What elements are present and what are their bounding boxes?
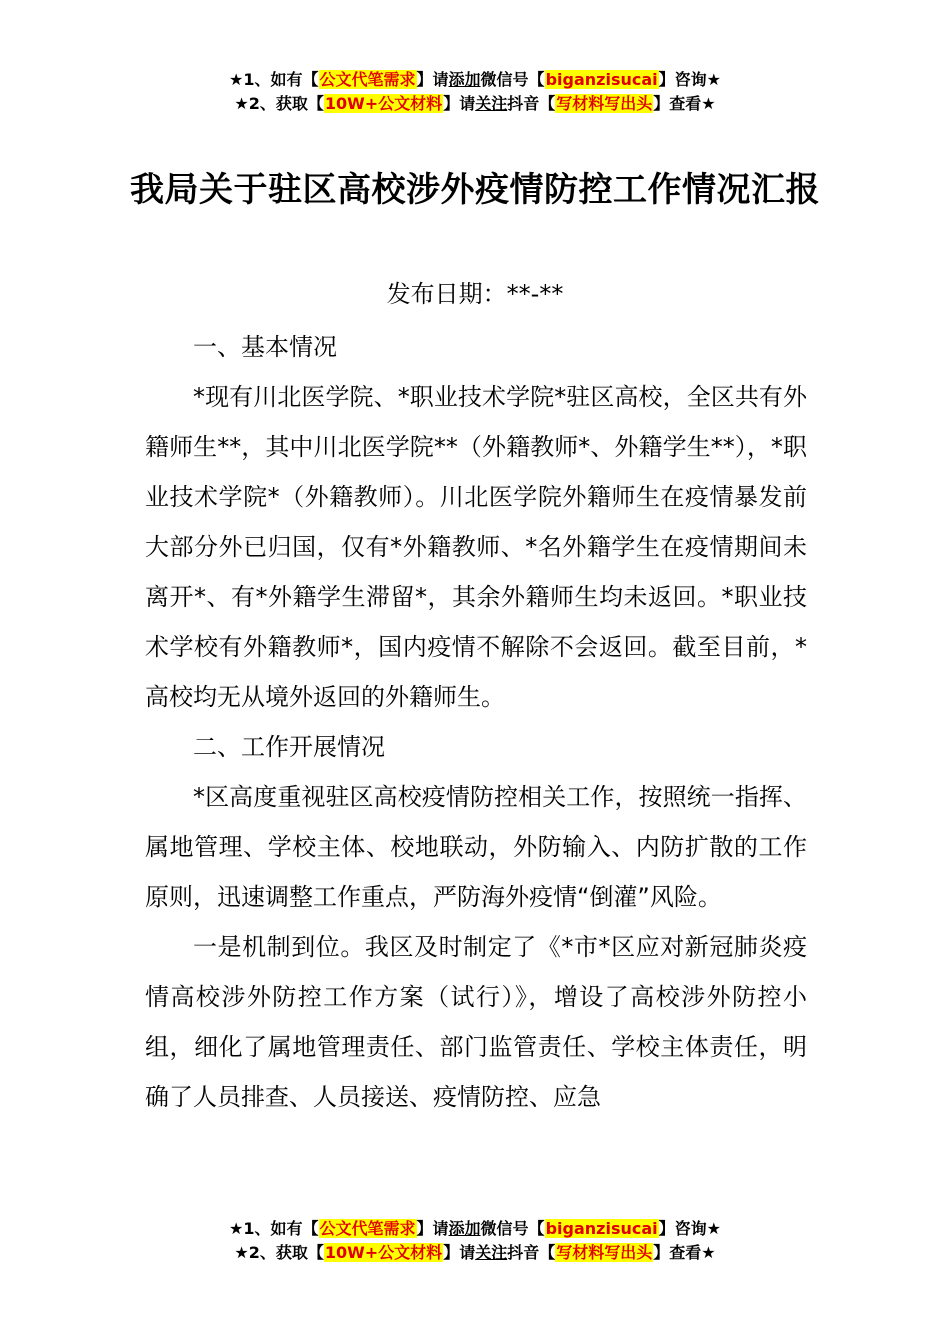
- banner-line-2: [0, 92, 950, 116]
- banner-text: 抖音【: [507, 1243, 556, 1262]
- document-title: 我局关于驻区高校涉外疫情防控工作情况汇报: [130, 170, 820, 210]
- body-paragraph: *现有川北医学院、*职业技术学院*驻区高校，全区共有外籍师生**，其中川北医学院**（外籍教师*、外籍学生**），*职业技术学院*（外籍教师）。川北医学院外籍师生在疫情暴发前大部分外已归国，仅有*外籍教师、*名外籍学生在疫情期间未离开*、有*外籍学生滞留*，其余外籍师生均未返回。*职业技术学校有外籍教师*，国内疫情不解除不会返回。截至目前，*高校均无从境外返回的外籍师生。: [145, 383, 807, 711]
- banner-highlight: 公文代笔需求: [319, 70, 416, 89]
- banner-text: 】请: [416, 1219, 449, 1238]
- banner-text: 】查看★: [653, 94, 716, 113]
- banner-text: 】咨询★: [658, 70, 721, 89]
- banner-text: 】查看★: [653, 1243, 716, 1262]
- banner-underline: 关注: [475, 94, 508, 113]
- body-paragraph: 一是机制到位。我区及时制定了《*市*区应对新冠肺炎疫情高校涉外防控工作方案（试行）》，增设了高校涉外防控小组，细化了属地管理责任、部门监管责任、学校主体责任，明确了人员排查、人员接送、疫情防控、应急: [145, 933, 807, 1111]
- banner-line-1: [0, 68, 950, 92]
- banner-underline: 添加: [448, 1219, 481, 1238]
- banner-text: 】咨询★: [658, 1219, 721, 1238]
- section-heading: 一、基本情况: [193, 333, 337, 361]
- banner-text: 抖音【: [507, 94, 556, 113]
- banner-text: 微信号【: [480, 70, 545, 89]
- banner-text: ★1、如有【: [229, 70, 319, 89]
- banner-line-1: [0, 1217, 950, 1241]
- banner-text: ★2、获取【: [234, 94, 324, 113]
- banner-highlight: 写材料写出头: [556, 94, 653, 113]
- banner-underline: 添加: [448, 70, 481, 89]
- banner-line-2: [0, 1241, 950, 1265]
- banner-text: 微信号【: [480, 1219, 545, 1238]
- document-body: [145, 322, 807, 1122]
- banner-highlight: 写材料写出头: [556, 1243, 653, 1262]
- bottom-banner: [0, 1217, 950, 1265]
- banner-text: 】请: [443, 1243, 476, 1262]
- section-heading: 二、工作开展情况: [193, 733, 385, 761]
- banner-highlight: biganzisucai: [545, 70, 658, 89]
- publish-date: 发布日期：**-**: [386, 280, 564, 308]
- banner-highlight: 公文代笔需求: [319, 1219, 416, 1238]
- banner-highlight: 10W+公文材料: [324, 1243, 443, 1262]
- banner-highlight: biganzisucai: [545, 1219, 658, 1238]
- banner-underline: 关注: [475, 1243, 508, 1262]
- banner-text: ★1、如有【: [229, 1219, 319, 1238]
- body-paragraph: *区高度重视驻区高校疫情防控相关工作，按照统一指挥、属地管理、学校主体、校地联动，外防输入、内防扩散的工作原则，迅速调整工作重点，严防海外疫情“倒灌”风险。: [145, 783, 807, 911]
- banner-text: 】请: [416, 70, 449, 89]
- banner-text: 】请: [443, 94, 476, 113]
- banner-highlight: 10W+公文材料: [324, 94, 443, 113]
- banner-text: ★2、获取【: [234, 1243, 324, 1262]
- top-banner: [0, 68, 950, 116]
